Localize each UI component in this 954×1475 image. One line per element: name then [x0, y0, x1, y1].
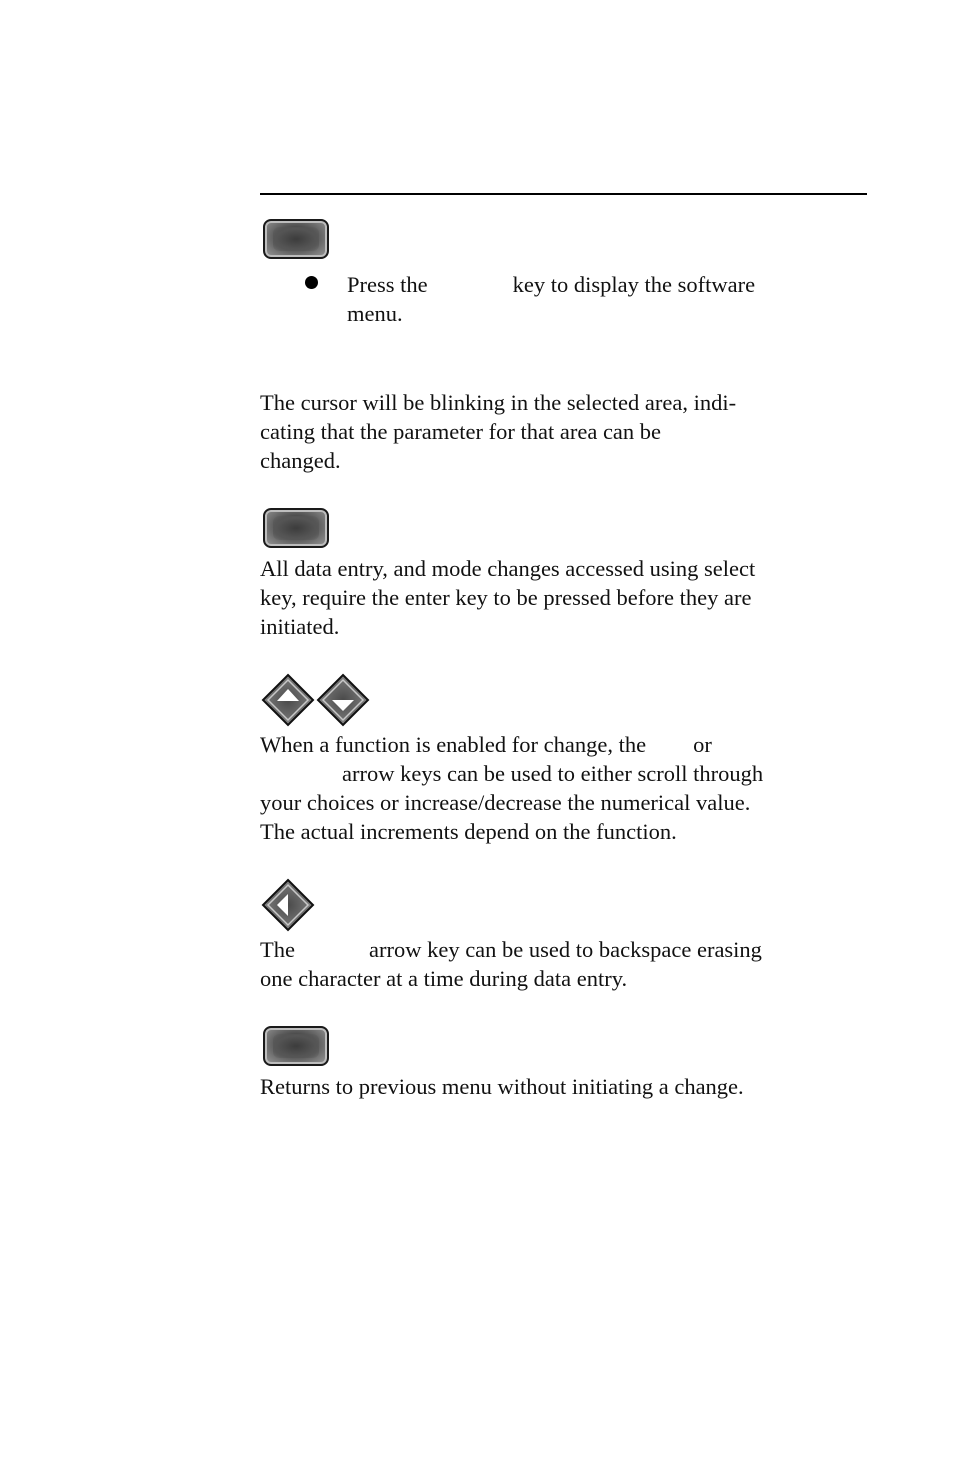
- text-line: your choices or increase/decrease the numerical value.: [260, 790, 751, 815]
- text-line: changed.: [260, 448, 341, 473]
- text-line: Returns to previous menu without initiating a change.: [260, 1074, 744, 1099]
- bullet-dot: [305, 276, 318, 289]
- text-line: arrow keys can be used to either scroll through: [342, 761, 764, 786]
- menu-instruction-part2: key to display the software: [512, 272, 756, 297]
- enter-key-icon: [263, 508, 329, 548]
- left-arrow-key-icon: [261, 878, 315, 932]
- menu-key-icon: [263, 219, 329, 259]
- select-description: [260, 388, 870, 475]
- menu-instruction-part3: menu.: [347, 301, 403, 326]
- text-line: The: [260, 937, 295, 962]
- menu-instruction: [347, 270, 755, 328]
- left-arrow-description: [260, 935, 870, 993]
- header-rule: [260, 193, 867, 195]
- text-line: key, require the enter key to be pressed before they are: [260, 585, 752, 610]
- escape-key-icon: [263, 1026, 329, 1066]
- text-line: The cursor will be blinking in the selected area, indi-: [260, 390, 737, 415]
- text-line: one character at a time during data entry.: [260, 966, 628, 991]
- text-line: initiated.: [260, 614, 340, 639]
- escape-description: [260, 1072, 870, 1101]
- text-line: When a function is enabled for change, the: [260, 732, 647, 757]
- text-line: cating that the parameter for that area can be: [260, 419, 662, 444]
- text-line: arrow key can be used to backspace erasing: [368, 937, 762, 962]
- up-arrow-key-icon: [261, 673, 315, 727]
- text-line: or: [693, 732, 712, 757]
- text-line: All data entry, and mode changes accessed using select: [260, 556, 756, 581]
- enter-description: [260, 554, 870, 641]
- down-arrow-key-icon: [316, 673, 370, 727]
- updown-description: [260, 730, 870, 846]
- text-line: The actual increments depend on the function.: [260, 819, 677, 844]
- menu-instruction-part1: Press the: [347, 272, 428, 297]
